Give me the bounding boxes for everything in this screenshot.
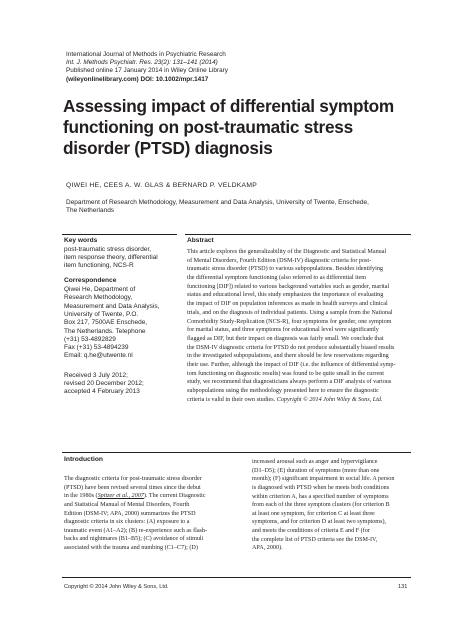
abstract	[187, 237, 412, 404]
abstract-line: This article explores the generalizability of the Diagnostic and Statistical Manual	[187, 249, 387, 255]
title-line-2: functioning on post-traumatic stress	[63, 117, 353, 137]
keyword-line: post-traumatic stress disorder,	[64, 245, 152, 253]
correspondence-heading: Correspondence	[64, 277, 117, 285]
date-line: accepted 4 February 2013	[64, 388, 140, 396]
abstract-line: study, we recommend that diagnosticians always perform a DIF analysis of various	[187, 379, 392, 386]
body-line: (PTSD) have been revised several times since the debut	[64, 484, 201, 491]
article-title	[63, 96, 423, 159]
publication-date: Published online 17 January 2014 in Wiley Online Library	[66, 67, 228, 75]
correspondence-line: Fax (+31) 53-4894239	[64, 344, 129, 352]
body-line: from each of the three symptom clusters (for criterion B	[252, 502, 390, 509]
authors: QIWEI HE, CEES A. W. GLAS & BERNARD P. VELDKAMP	[66, 182, 258, 189]
sidebar-top-rule	[62, 234, 177, 235]
abstract-body	[187, 248, 412, 404]
footer-rule	[62, 577, 411, 578]
affiliation-line-1: Department of Research Methodology, Measurement and Data Analysis, University of Twente, Enschede,	[66, 199, 369, 206]
keyword-line: item response theory, differential	[64, 253, 158, 261]
abstract-line: their use. Further, although the impact of DIF (i.e. the influence of differential symp-	[187, 361, 396, 368]
body-line: Edition (DSM-IV; APA, 2000) summarizes the PTSD	[64, 510, 196, 517]
abstract-copyright: Copyright © 2014 John Wiley & Sons, Ltd.	[276, 396, 383, 403]
body-line: diagnostic criteria in six clusters: (A) exposure to a	[64, 519, 190, 526]
body-line: and meets the conditions of criteria E and F (for	[252, 528, 370, 534]
body-line: traumatic event (A1–A2); (B) re-experience such as flash-	[64, 527, 208, 534]
body-text: in the 1980s (	[64, 493, 98, 500]
date-line: Received 3 July 2012;	[64, 371, 128, 379]
doi: (wileyonlinelibrary.com) DOI: 10.1002/mpr.1417	[66, 75, 209, 83]
correspondence-line: Research Methodology,	[64, 294, 133, 302]
correspondence-line: (+31) 53-4892829	[64, 335, 116, 343]
title-line-3: disorder (PTSD) diagnosis	[63, 138, 273, 158]
abstract-heading: Abstract	[187, 237, 214, 244]
date-line: revised 20 December 2012;	[64, 380, 144, 388]
abstract-line: for marital status, and three symptoms for educational level were significantly	[187, 327, 379, 334]
abstract-line: the differential symptom functioning (also referred to as differential item	[187, 275, 366, 282]
body-line: symptoms, and for criterion D at least two symptoms),	[252, 519, 387, 526]
abstract-line: subpopulations using the methodology presented here to ensure the diagnostic	[187, 388, 379, 394]
body-line: The diagnostic criteria for post-traumatic stress disorder	[64, 476, 202, 482]
affiliation	[66, 199, 411, 216]
affiliation-line-2: The Netherlands	[66, 207, 115, 215]
footer-copyright: Copyright © 2014 John Wiley & Sons, Ltd.	[64, 584, 169, 590]
received-dates	[64, 372, 182, 397]
abstract-line: the impact of DIF on population inferences as made in health surveys and clinical	[187, 301, 388, 308]
title-line-1: Assessing impact of differential symptom	[63, 96, 394, 116]
abstract-final-text: criteria is valid in their own studies.	[187, 396, 276, 403]
abstract-line: functioning [DIF]) related to various background variables such as gender, marital	[187, 283, 390, 290]
body-line: (D1–D5); (E) duration of symptoms (more than one	[252, 467, 380, 474]
keywords-heading: Key words	[64, 237, 98, 244]
body-line: APA, 2000).	[252, 545, 283, 552]
abstract-top-rule	[185, 234, 411, 235]
body-line: associated with the trauma and numbing (C1–C7); (D)	[64, 545, 198, 551]
citation-link[interactable]: Spitzer et al., 2007	[97, 493, 144, 500]
correspondence-line: Qiwei He, Department of	[64, 286, 136, 294]
body-line: increased arousal such as anger and hypervigilance	[252, 459, 378, 465]
body-line: backs and nightmares (B1–B5); (C) avoidance of stimuli	[64, 536, 204, 543]
abstract-line: of Mental Disorders, Fourth Edition (DSM-IV) diagnostic criteria for post-	[187, 257, 372, 264]
body-line: month); (F) significant impairment in social life. A person	[252, 476, 395, 483]
introduction-rule	[62, 452, 411, 453]
body-line: and Statistical Manual of Mental Disorders, Fourth	[64, 501, 190, 508]
abstract-line: tom functioning on diagnostic results) was found to be quite small in the current	[187, 370, 384, 377]
abstract-line: trials, and on the diagnosis of individual patients. Using a sample from the National	[187, 309, 393, 316]
abstract-line: in the investigated subpopulations, and there should be few reservations regarding	[187, 353, 389, 360]
journal-name: International Journal of Methods in Psychiatric Research	[66, 51, 226, 58]
correspondence-line: Box 217, 7500AE Enschede,	[64, 319, 148, 327]
body-line	[64, 492, 234, 501]
body-line: the complete list of PTSD criteria see the DSM-IV,	[252, 536, 378, 543]
page-number: 131	[398, 584, 408, 590]
body-text: ). The current Diagnostic	[143, 493, 206, 500]
body-line: is diagnosed with PTSD when he meets both conditions	[252, 484, 390, 491]
journal-citation: Int. J. Methods Psychiatr. Res. 23(2): 131–141 (2014)	[66, 59, 218, 67]
sidebar	[64, 237, 182, 397]
correspondence-email: Email: q.he@utwente.nl	[64, 352, 133, 360]
introduction-right-column	[252, 458, 417, 553]
abstract-last-line	[187, 396, 412, 405]
introduction-heading: Introduction	[64, 456, 104, 463]
keywords	[64, 246, 182, 271]
abstract-line: Comorbidity Study-Replication (NCS-R), four symptoms for gender, one symptom	[187, 318, 392, 325]
body-line: at least one symptom, for criterion C at least three	[252, 510, 375, 517]
abstract-line: the DSM-IV diagnostic criteria for PTSD do not produce substantially biased results	[187, 344, 395, 351]
abstract-line: status and educational level, this study emphasizes the importance of evaluating	[187, 292, 384, 299]
abstract-line: flagged as DIF, but their impact on diagnosis was fairly small. We conclude that	[187, 335, 384, 342]
body-line: within criterion A, has a specified number of symptoms	[252, 493, 389, 500]
journal-header	[66, 51, 426, 84]
abstract-line: traumatic stress disorder (PTSD) to various subpopulations. Besides identifying	[187, 266, 383, 273]
correspondence-line: Measurement and Data Analysis,	[64, 302, 160, 310]
correspondence-address	[64, 286, 182, 361]
introduction-left-column	[64, 475, 234, 553]
correspondence-line: The Netherlands. Telephone	[64, 327, 146, 335]
keyword-line: item functioning, NCS-R	[64, 262, 134, 270]
correspondence-line: University of Twente, P.O.	[64, 310, 139, 318]
